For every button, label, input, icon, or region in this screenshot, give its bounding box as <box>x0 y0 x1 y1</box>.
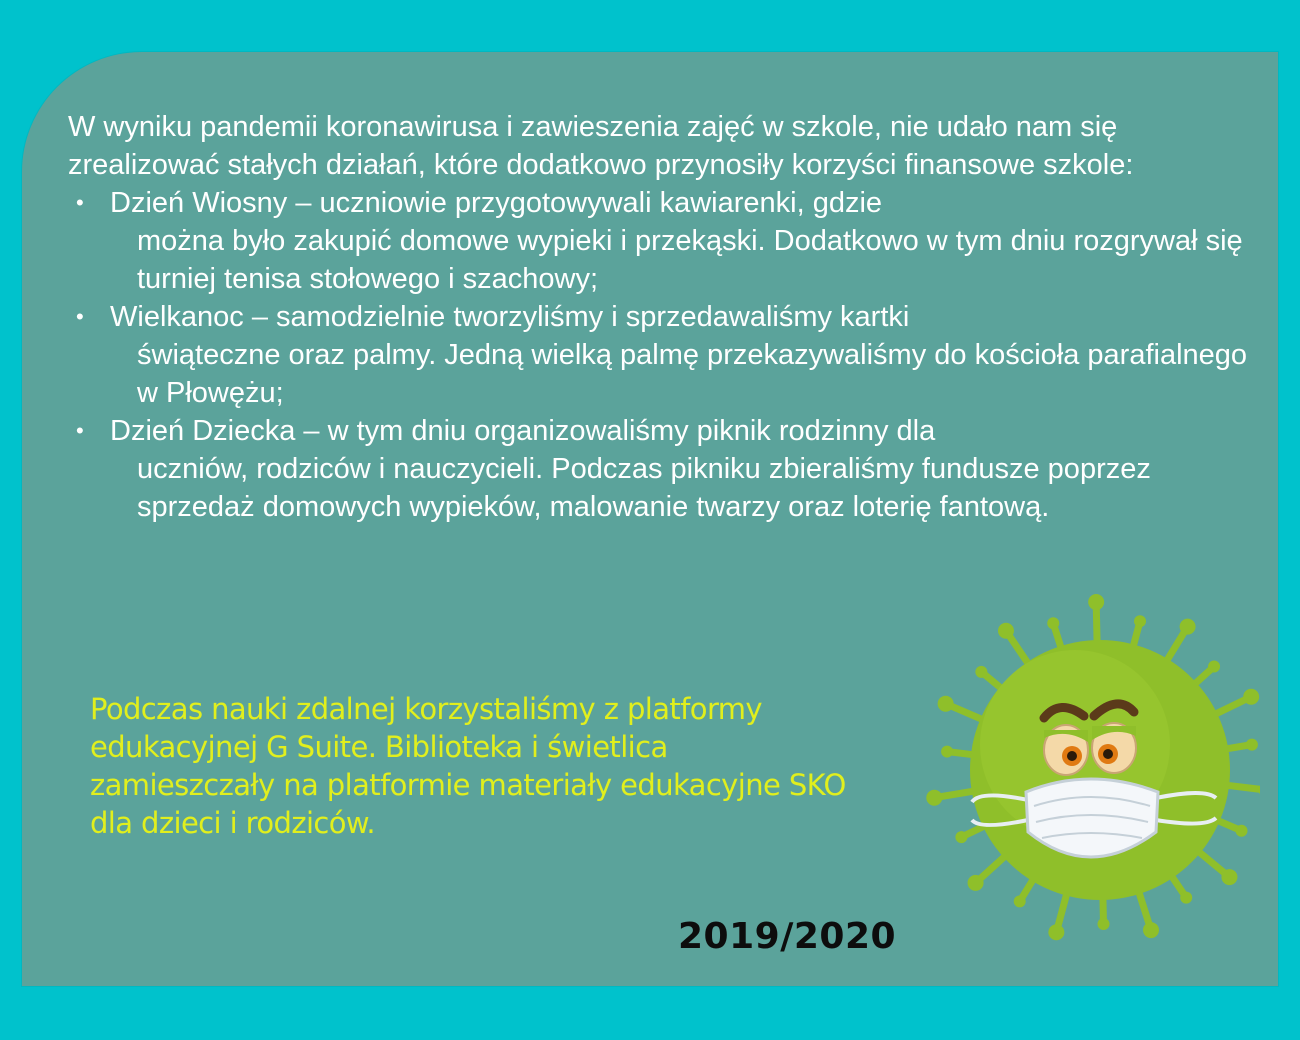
bullet-icon: • <box>76 418 84 443</box>
virus-spike <box>1225 785 1260 790</box>
virus-spike-tip <box>926 790 942 806</box>
virus-spike-tip <box>955 831 967 843</box>
remote-learning-paragraph: Podczas nauki zdalnej korzystaliśmy z platformy edukacyjnej G Suite. Biblioteka i świetlica zamieszczały na platformie materiały edukacyjne SKO dla dzieci i rodziców. <box>90 692 846 840</box>
list-item <box>68 184 1248 298</box>
virus-spike-tip <box>941 746 953 758</box>
virus-spike-tip <box>1180 619 1196 635</box>
virus-spike-tip <box>1259 782 1260 798</box>
main-text-block <box>68 108 1248 526</box>
bullet-first-line: Dzień Dziecka – w tym dniu organizowaliśmy piknik rodzinny dla <box>110 415 936 447</box>
list-item <box>68 412 1248 526</box>
bullet-rest: uczniów, rodziców i nauczycieli. Podczas pikniku zbieraliśmy fundusze poprzez sprzedaż domowych wypieków, malowanie twarzy oraz loterię fantową. <box>137 453 1151 523</box>
bullet-icon: • <box>76 304 84 329</box>
virus-spike-tip <box>1221 869 1237 885</box>
intro-paragraph: W wyniku pandemii koronawirusa i zawieszenia zajęć w szkole, nie udało nam się zrealizować stałych działań, które dodatkowo przynosiły korzyści finansowe szkole: <box>68 111 1134 181</box>
bullet-icon: • <box>76 190 84 215</box>
virus-spike-tip <box>975 666 987 678</box>
virus-spike-tip <box>1243 689 1259 705</box>
virus-spike-tip <box>938 696 954 712</box>
virus-with-mask-icon <box>920 570 1260 950</box>
bullet-first-line: Dzień Wiosny – uczniowie przygotowywali kawiarenki, gdzie <box>110 187 883 219</box>
virus-spike-tip <box>1088 594 1104 610</box>
virus-spike-tip <box>1208 661 1220 673</box>
bullet-first-line: Wielkanoc – samodzielnie tworzyliśmy i sprzedawaliśmy kartki <box>110 301 910 333</box>
virus-spike-tip <box>998 623 1014 639</box>
virus-spike-tip <box>1048 924 1064 940</box>
left-pupil <box>1067 751 1077 761</box>
activities-list <box>68 184 1248 526</box>
bullet-rest: świąteczne oraz palmy. Jedną wielką palmę przekazywaliśmy do kościoła parafialnego w Płowężu; <box>137 339 1248 409</box>
virus-spike-tip <box>1014 895 1026 907</box>
virus-spike-tip <box>1143 922 1159 938</box>
virus-spike-tip <box>1236 825 1248 837</box>
virus-spike-tip <box>968 875 984 891</box>
list-item <box>68 298 1248 412</box>
virus-spike-tip <box>1098 918 1110 930</box>
bullet-rest: można było zakupić domowe wypieki i przekąski. Dodatkowo w tym dniu rozgrywał się turniej tenisa stołowego i szachowy; <box>137 225 1243 295</box>
face-mask <box>1026 779 1158 857</box>
right-pupil <box>1103 749 1113 759</box>
school-year-label: 2019/2020 <box>678 916 897 957</box>
virus-spike-tip <box>1180 892 1192 904</box>
virus-spike-tip <box>1134 615 1146 627</box>
virus-spike-tip <box>1047 617 1059 629</box>
virus-spike-tip <box>1246 739 1258 751</box>
